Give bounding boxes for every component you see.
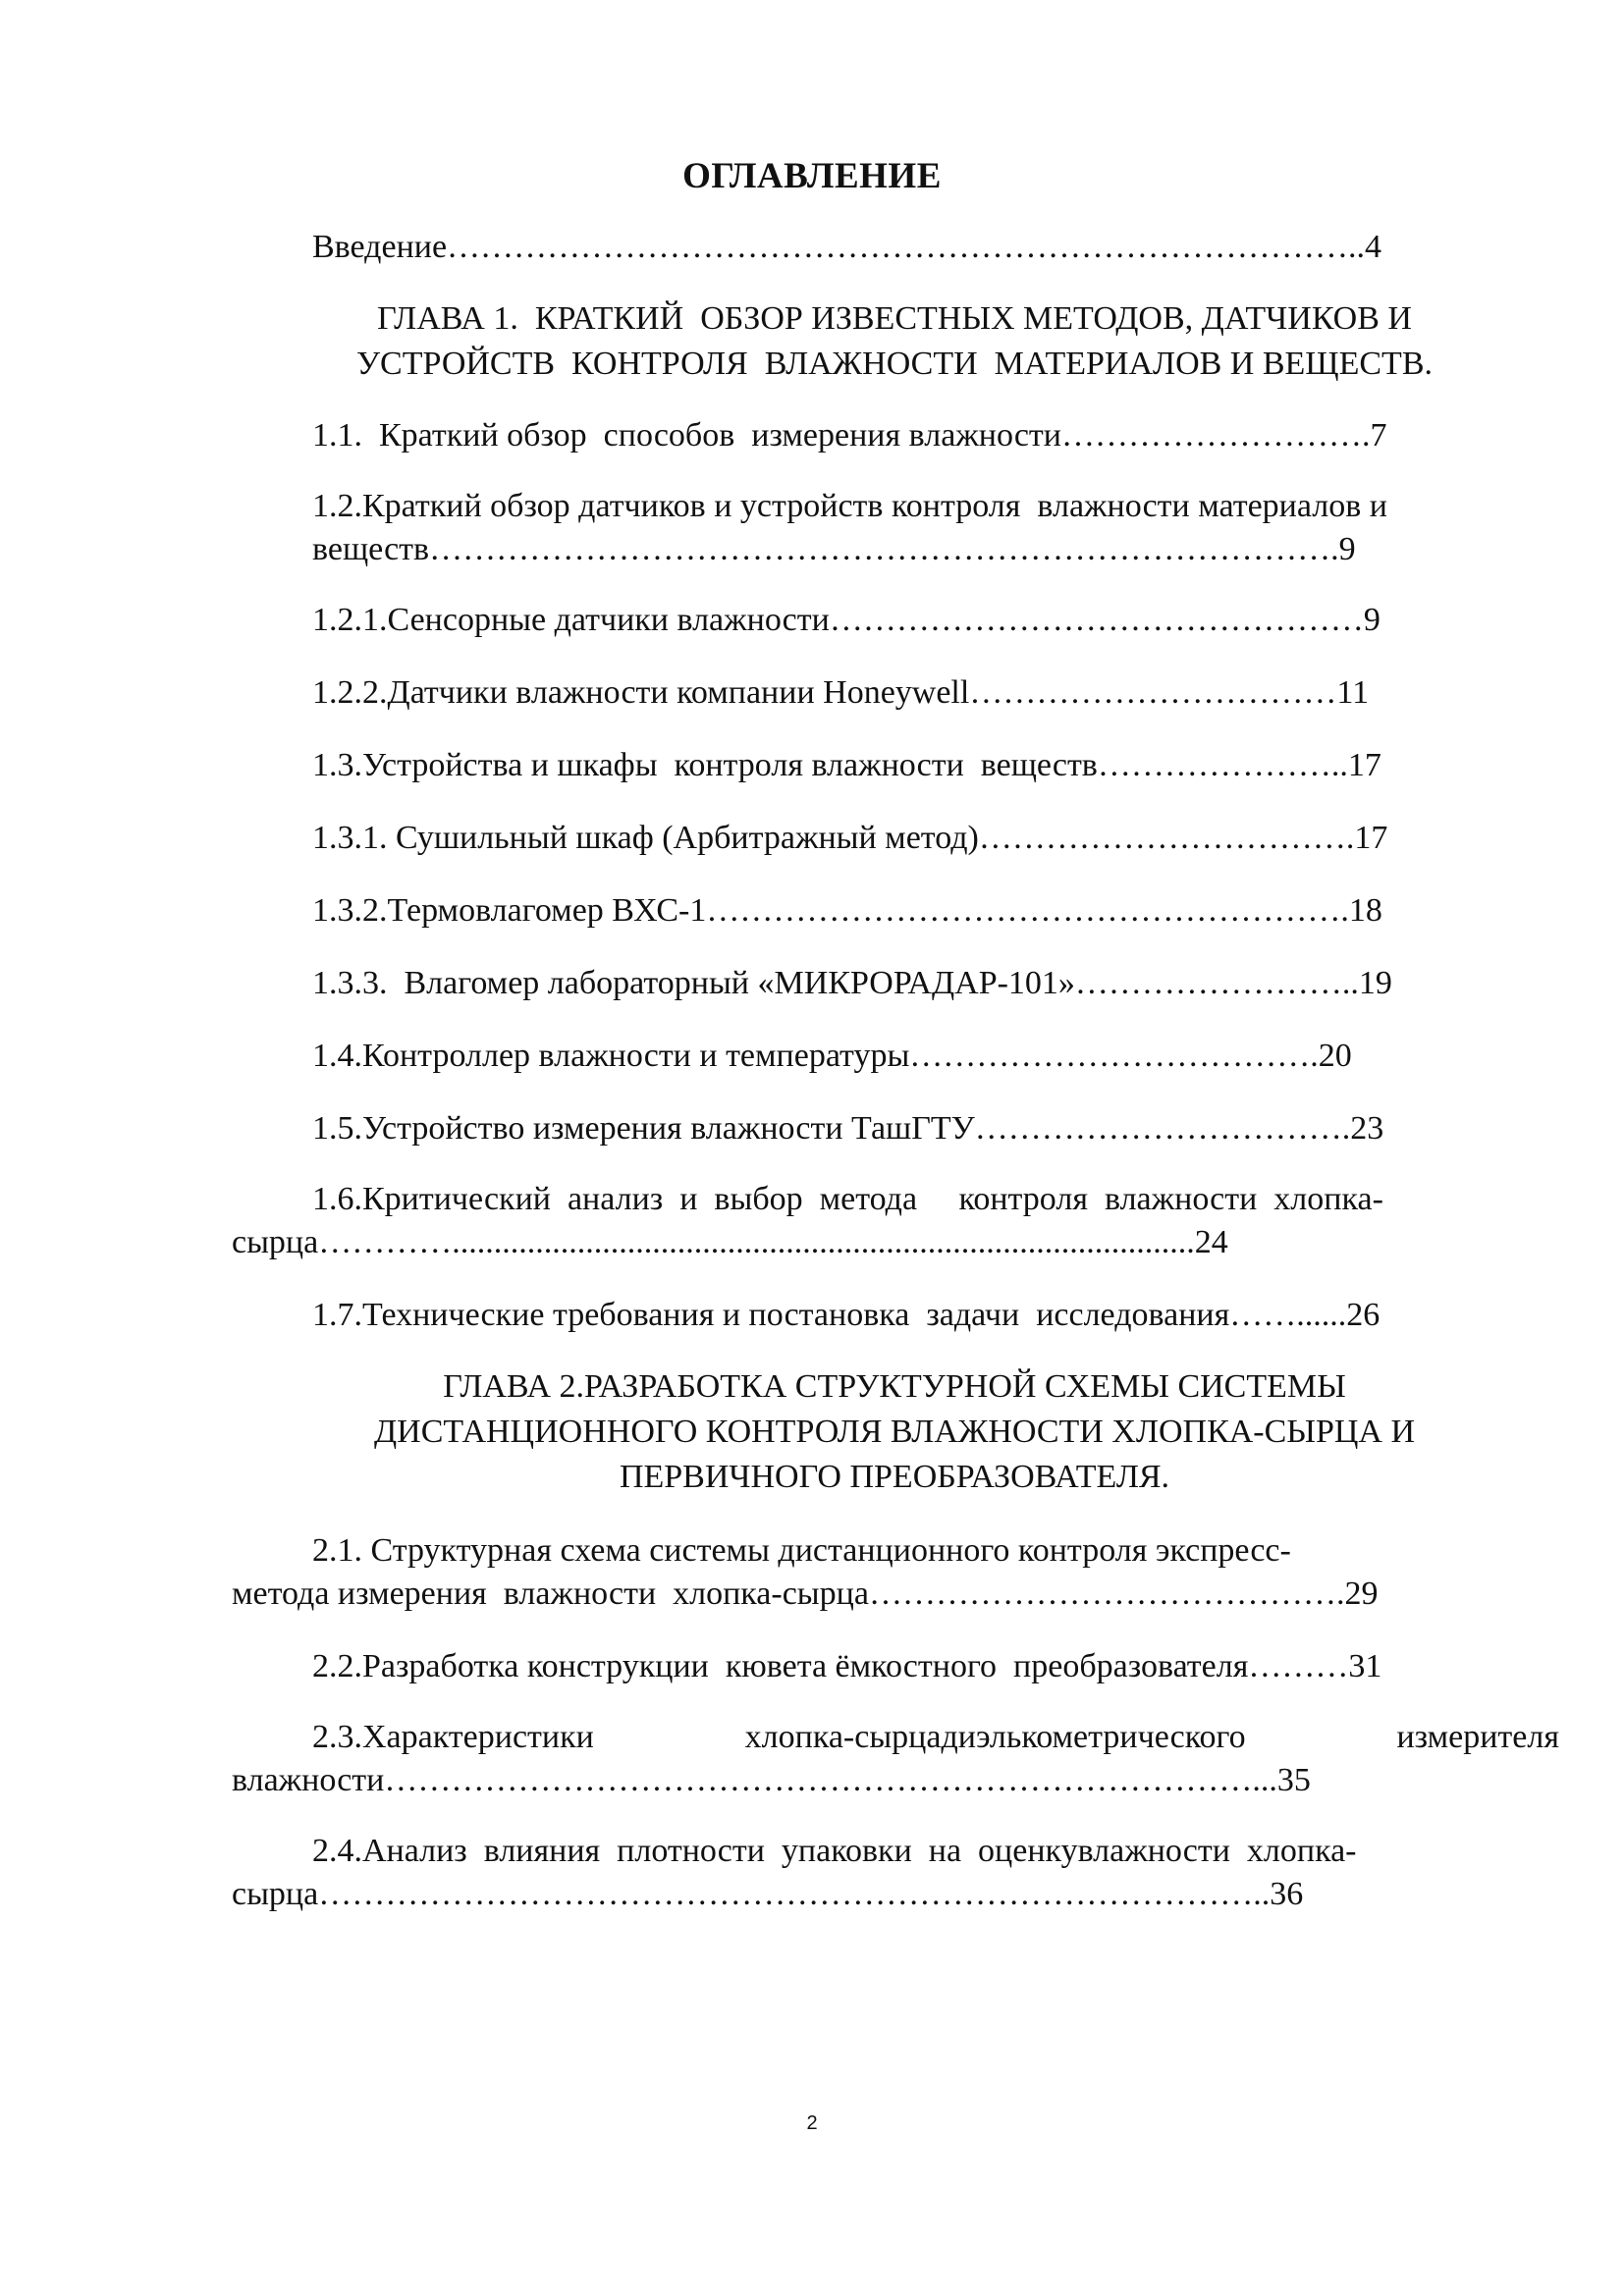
toc-entry-2-3-line-1 [312, 1718, 1559, 1757]
toc-title: ОГЛАВЛЕНИЕ [682, 156, 942, 196]
toc-entry-2-2: 2.2.Разработка конструкции кювета ёмкостного преобразователя………31 [312, 1648, 1382, 1684]
toc-entry-2-4-line-2: сырца…………………………………………………………………………..36 [232, 1876, 1304, 1912]
chapter-1-heading-line-1: ГЛАВА 1. КРАТКИЙ ОБЗОР ИЗВЕСТНЫХ МЕТОДОВ, ДАТЧИКОВ И [377, 300, 1412, 337]
toc-entry-1-3-1: 1.3.1. Сушильный шкаф (Арбитражный метод)…………………………….17 [312, 820, 1388, 856]
chapter-2-heading-line-1: ГЛАВА 2.РАЗРАБОТКА СТРУКТУРНОЙ СХЕМЫ СИСТЕМЫ [443, 1368, 1346, 1405]
toc-entry-1-1: 1.1. Краткий обзор способов измерения влажности……………………….7 [312, 417, 1387, 454]
toc-entry-1-4: 1.4.Контроллер влажности и температуры……………………………….20 [312, 1038, 1352, 1074]
toc-entry-intro: Введение………………………………………………………………………..4 [312, 229, 1382, 265]
toc-entry-2-3-part-2: хлопка-сырцадиэлькометрического [744, 1719, 1246, 1755]
page-number: 2 [806, 2112, 818, 2134]
toc-entry-2-1-line-2: метода измерения влажности хлопка-сырца…………………………………….29 [232, 1575, 1379, 1612]
toc-entry-1-6-line-2: сырца………….........................................................................................24 [232, 1224, 1228, 1260]
toc-entry-1-2-1: 1.2.1.Сенсорные датчики влажности…………………………………………9 [312, 602, 1380, 638]
toc-entry-2-4-line-1: 2.4.Анализ влияния плотности упаковки на оценкувлажности хлопка- [312, 1833, 1357, 1869]
toc-entry-2-3-part-3: измерителя [1396, 1719, 1559, 1755]
chapter-2-heading-line-2: ДИСТАНЦИОННОГО КОНТРОЛЯ ВЛАЖНОСТИ ХЛОПКА-СЫРЦА И [373, 1414, 1416, 1450]
chapter-2-heading-line-3: ПЕРВИЧНОГО ПРЕОБРАЗОВАТЕЛЯ. [619, 1459, 1170, 1495]
toc-entry-1-2-line-1: 1.2.Краткий обзор датчиков и устройств контроля влажности материалов и [312, 488, 1387, 524]
toc-entry-1-2-line-2: веществ……………………………………………………………………….9 [312, 531, 1356, 567]
toc-entry-1-3-2: 1.3.2.Термовлагомер ВХС-1………………………………………………….18 [312, 892, 1382, 929]
toc-entry-2-3-line-2: влажности……………………………………………………………………...35 [232, 1762, 1311, 1798]
toc-entry-1-3-3: 1.3.3. Влагомер лабораторный «МИКРОРАДАР-101»……………………..19 [312, 965, 1392, 1001]
toc-entry-1-2-2: 1.2.2.Датчики влажности компании Honeywell……………………………11 [312, 674, 1370, 711]
chapter-1-heading-line-2: УСТРОЙСТВ КОНТРОЛЯ ВЛАЖНОСТИ МАТЕРИАЛОВ И ВЕЩЕСТВ. [355, 346, 1434, 382]
toc-entry-1-5: 1.5.Устройство измерения влажности ТашГТУ…………………………….23 [312, 1110, 1384, 1147]
toc-entry-1-6-line-1: 1.6.Критический анализ и выбор метода контроля влажности хлопка- [312, 1181, 1383, 1217]
toc-entry-2-1-line-1: 2.1. Структурная схема системы дистанционного контроля экспресс- [312, 1532, 1291, 1569]
toc-entry-1-7: 1.7.Технические требования и постановка задачи исследования……......26 [312, 1297, 1380, 1333]
toc-entry-2-3-part-1: 2.3.Характеристики [312, 1719, 594, 1755]
toc-entry-1-3: 1.3.Устройства и шкафы контроля влажности веществ…………………..17 [312, 747, 1381, 783]
